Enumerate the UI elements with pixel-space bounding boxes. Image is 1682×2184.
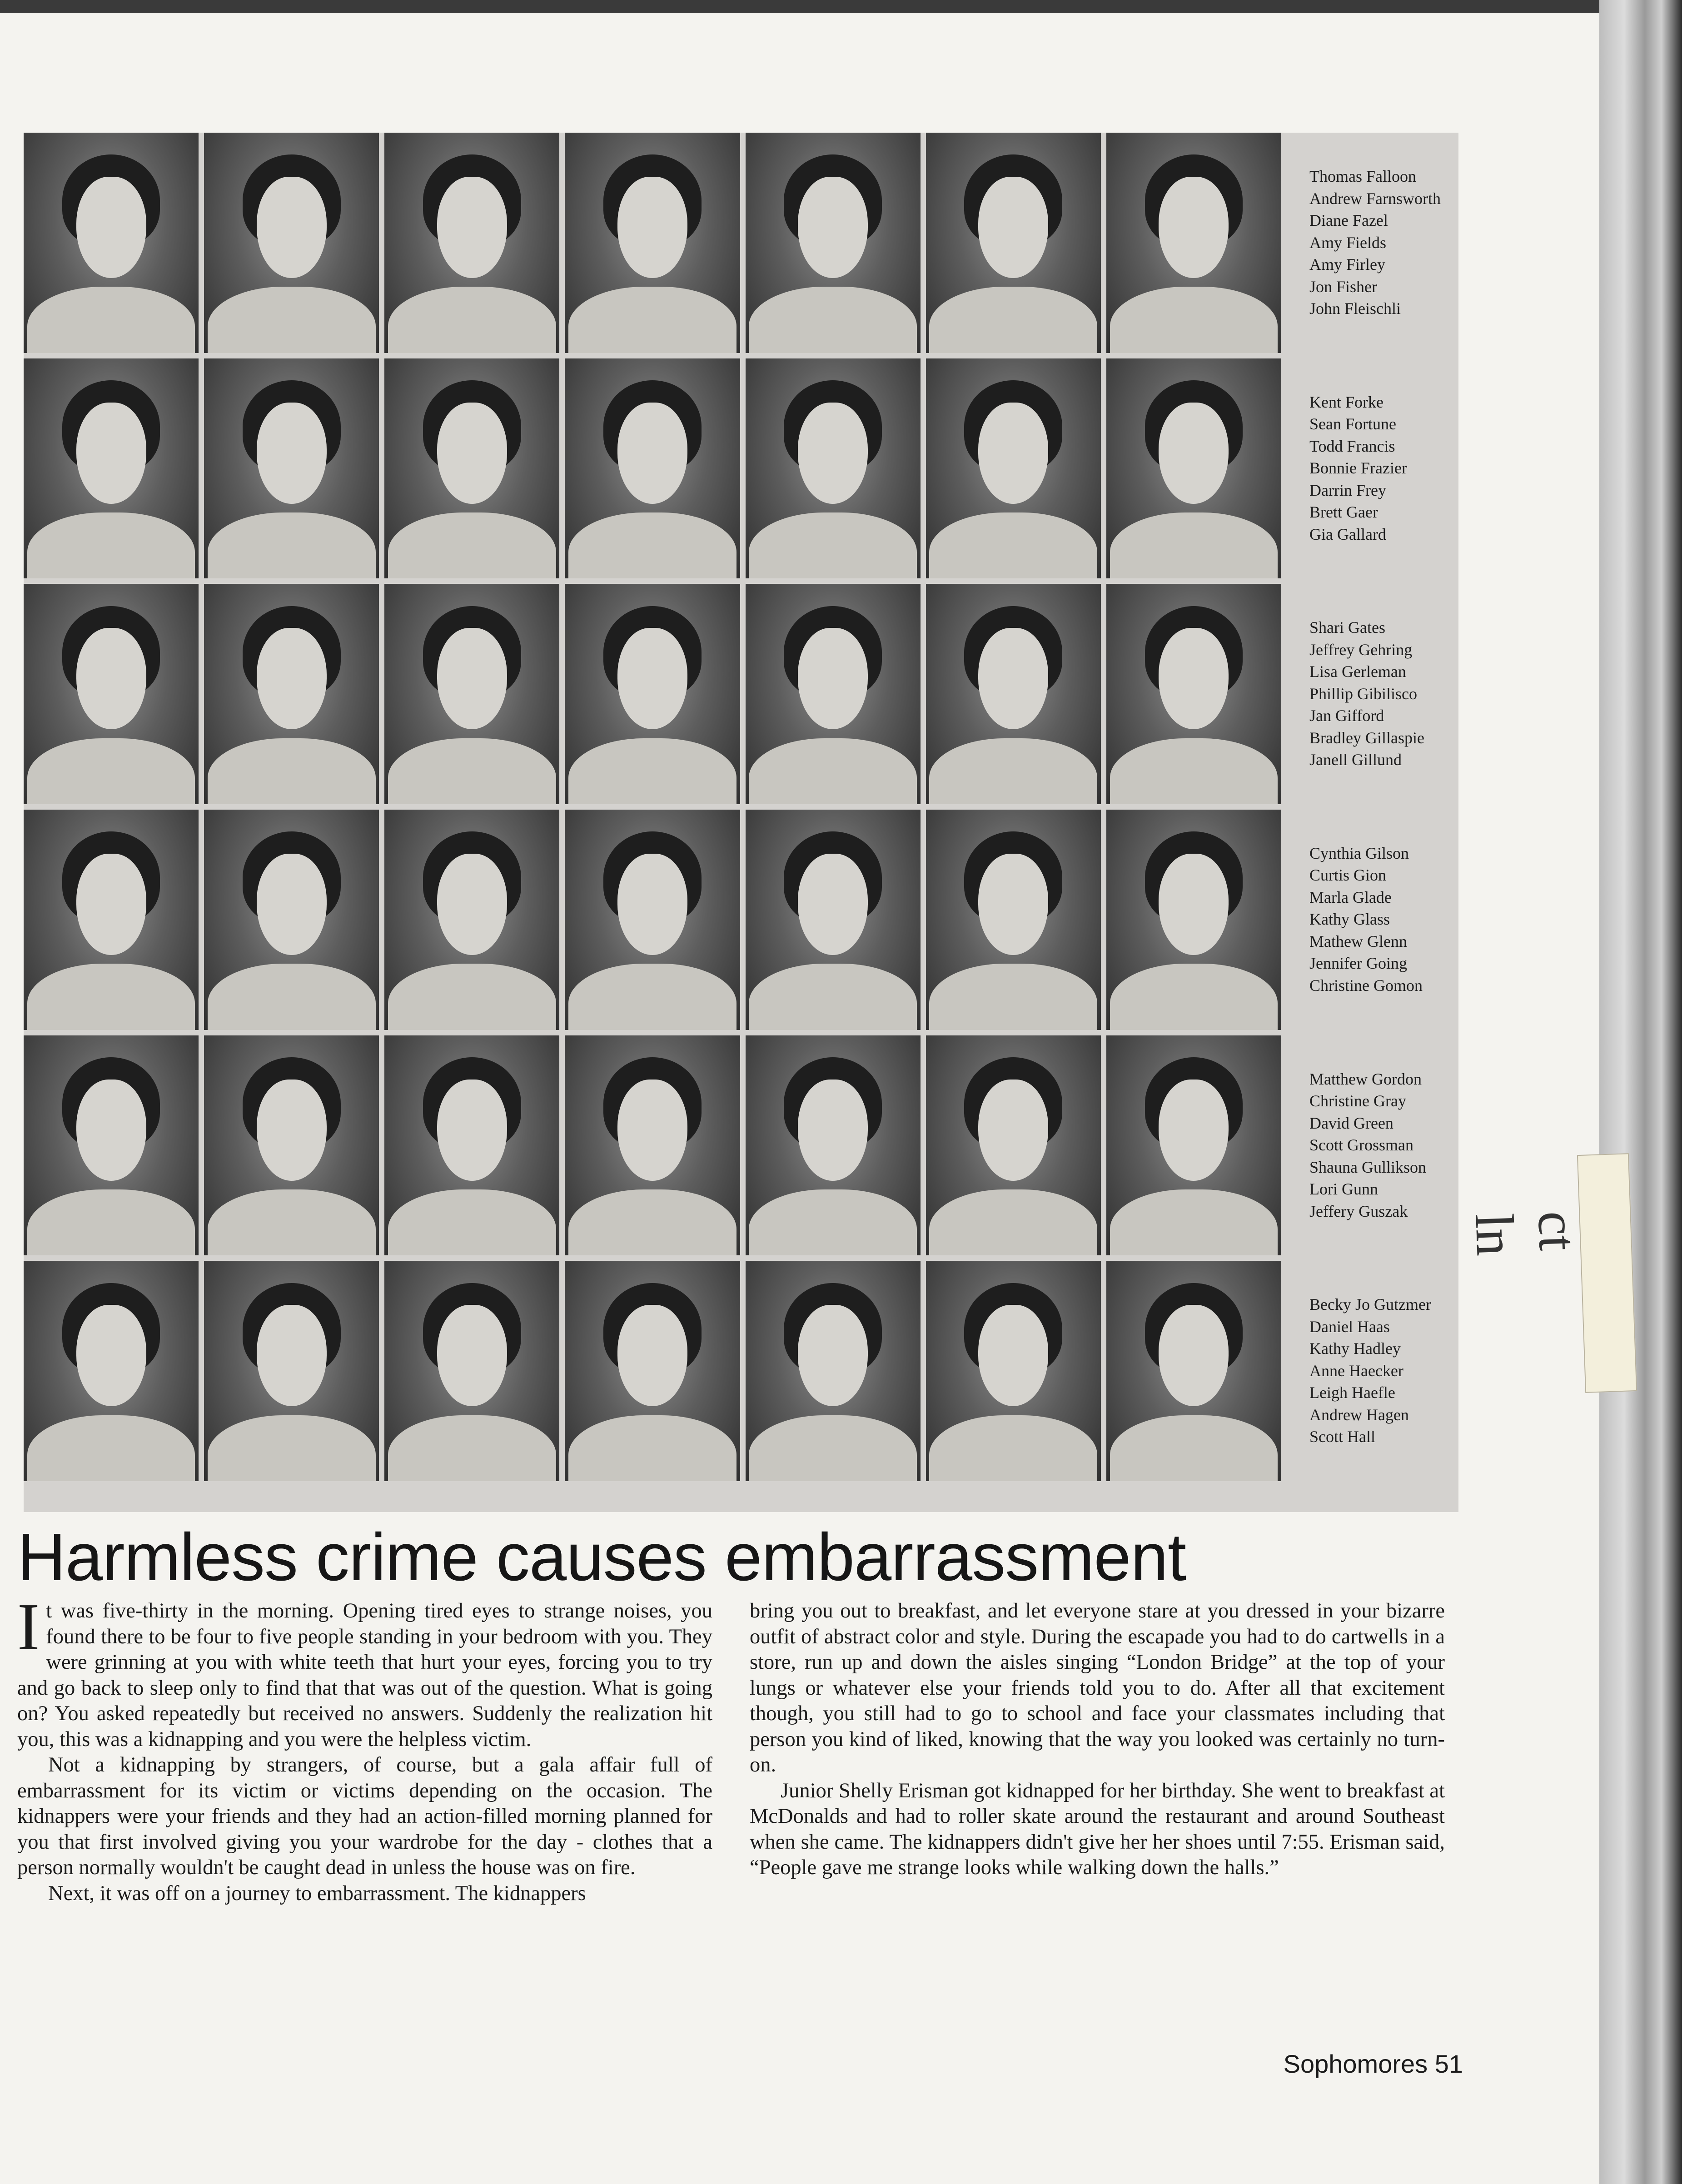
portrait-body xyxy=(388,964,556,1030)
portrait-body xyxy=(208,287,376,353)
portrait-body xyxy=(568,964,736,1030)
sticky-note-text: ct ln xyxy=(1464,1210,1589,1257)
portrait-photo xyxy=(204,358,379,579)
portrait-face xyxy=(257,1305,327,1406)
student-name: Daniel Haas xyxy=(1309,1317,1390,1336)
portrait-photo xyxy=(565,133,740,353)
portrait-face xyxy=(978,1080,1048,1181)
student-name: Todd Francis xyxy=(1309,437,1395,455)
student-name: Phillip Gibilisco xyxy=(1309,684,1418,703)
student-name: Bonnie Frazier xyxy=(1309,459,1407,478)
student-name: Shauna Gullikson xyxy=(1309,1158,1426,1176)
portrait-body xyxy=(388,512,556,578)
portrait-body xyxy=(749,738,917,804)
portrait-face xyxy=(76,854,146,955)
portrait-face xyxy=(798,628,868,729)
portrait-face xyxy=(798,1080,868,1181)
portrait-body xyxy=(568,287,736,353)
portrait-photo xyxy=(1106,1035,1281,1256)
page-folio: Sophomores 51 xyxy=(1283,2050,1463,2078)
portrait-body xyxy=(749,287,917,353)
portrait-body xyxy=(929,738,1097,804)
portrait-face xyxy=(76,403,146,504)
portrait-photo xyxy=(565,358,740,579)
portrait-body xyxy=(208,738,376,804)
name-group xyxy=(1281,1035,1458,1256)
portrait-photo xyxy=(746,584,921,804)
student-name: Becky Jo Gutzmer xyxy=(1309,1295,1431,1314)
sticky-note-tab xyxy=(1464,1153,1637,1393)
portrait-photo xyxy=(24,358,199,579)
portrait-photo xyxy=(746,1261,921,1481)
article-left-column xyxy=(17,1590,712,1906)
portrait-photo xyxy=(204,584,379,804)
binding-edge xyxy=(1599,0,1682,2184)
portrait-body xyxy=(27,1415,195,1481)
portrait-face xyxy=(437,177,507,278)
portrait-photo xyxy=(1106,133,1281,353)
portrait-face xyxy=(76,628,146,729)
portrait-body xyxy=(1110,964,1278,1030)
portrait-face xyxy=(437,1080,507,1181)
portrait-body xyxy=(568,738,736,804)
portrait-photo xyxy=(746,1035,921,1256)
portrait-face xyxy=(617,1305,687,1406)
portrait-body xyxy=(388,1189,556,1255)
portrait-body xyxy=(749,1189,917,1255)
portrait-face xyxy=(257,854,327,955)
portrait-body xyxy=(1110,1415,1278,1481)
drop-cap: I xyxy=(17,1590,40,1664)
portrait-body xyxy=(388,738,556,804)
portrait-photo xyxy=(384,1261,559,1481)
name-group xyxy=(1281,358,1458,579)
article-paragraph xyxy=(17,1590,712,1752)
portrait-face xyxy=(437,628,507,729)
portrait-photo xyxy=(1106,1261,1281,1481)
name-group xyxy=(1281,584,1458,804)
portrait-photo xyxy=(384,133,559,353)
portrait-body xyxy=(749,512,917,578)
portrait-face xyxy=(257,177,327,278)
name-group xyxy=(1281,810,1458,1030)
student-name: Amy Fields xyxy=(1309,233,1387,252)
student-name: Darrin Frey xyxy=(1309,481,1386,499)
portrait-photo xyxy=(565,1035,740,1256)
portrait-face xyxy=(437,1305,507,1406)
portrait-body xyxy=(929,1189,1097,1255)
portrait-photo xyxy=(1106,358,1281,579)
student-name: Marla Glade xyxy=(1309,888,1392,906)
student-name: Amy Firley xyxy=(1309,255,1385,274)
student-name: Jeffrey Gehring xyxy=(1309,640,1413,659)
portrait-body xyxy=(208,964,376,1030)
student-name: Cynthia Gilson xyxy=(1309,844,1409,862)
student-name: Anne Haecker xyxy=(1309,1361,1403,1380)
student-name: David Green xyxy=(1309,1114,1393,1132)
portrait-face xyxy=(617,1080,687,1181)
paragraph-text: t was five-thirty in the morning. Opening tired eyes to strange noises, you found there to be four to five people standing in your bedroom with you. They were grinning at you with white teeth that hurt your eyes, forcing you to try and go back to sleep only to find that that was out of the question. What is going on? You asked repeatedly but received no answers. Suddenly the realization hit you, this was a kidnapping and you were the helpless victim. xyxy=(17,1599,712,1751)
student-name: Matthew Gordon xyxy=(1309,1070,1422,1088)
article-paragraph: Next, it was off on a journey to embarrassment. The kidnappers xyxy=(48,1881,586,1905)
portrait-photo xyxy=(926,133,1101,353)
portrait-body xyxy=(929,512,1097,578)
portrait-photo xyxy=(384,584,559,804)
portrait-body xyxy=(1110,738,1278,804)
portrait-face xyxy=(978,403,1048,504)
portrait-face xyxy=(798,403,868,504)
portrait-photo xyxy=(1106,584,1281,804)
portrait-photo xyxy=(565,810,740,1030)
portrait-face xyxy=(257,403,327,504)
portrait-face xyxy=(437,854,507,955)
portrait-body xyxy=(388,287,556,353)
portrait-face xyxy=(257,1080,327,1181)
portrait-photo xyxy=(24,1261,199,1481)
student-name: Christine Gomon xyxy=(1309,976,1423,995)
portrait-face xyxy=(617,628,687,729)
article-paragraph: Junior Shelly Erisman got kidnapped for her birthday. She went to breakfast at McDonalds and had to roller skate around the restaurant and around Southeast when she came. The kidnappers didn't give her her shoes until 7:55. Erisman said, “People gave me strange looks while walking down the halls.” xyxy=(750,1779,1445,1879)
portrait-body xyxy=(27,964,195,1030)
portrait-face xyxy=(1159,1305,1229,1406)
portrait-body xyxy=(27,512,195,578)
page-top-edge xyxy=(0,0,1599,13)
portrait-face xyxy=(978,177,1048,278)
name-column xyxy=(1281,133,1458,1481)
student-name: Jennifer Going xyxy=(1309,954,1407,973)
student-name: Lori Gunn xyxy=(1309,1180,1378,1199)
article-paragraph: Not a kidnapping by strangers, of course, but a gala affair full of embarrassment for its victim or victims depending on the occasion. The kidnappers were your friends and they had an action-filled morning planned for you that first involved giving you your wardrobe for the day - clothes that a person normally wouldn't be caught dead in unless the house was on fire. xyxy=(17,1753,712,1879)
portrait-face xyxy=(257,628,327,729)
student-name: Mathew Glenn xyxy=(1309,932,1407,950)
student-name: Kent Forke xyxy=(1309,393,1383,411)
portrait-photo xyxy=(565,1261,740,1481)
portrait-face xyxy=(617,403,687,504)
portrait-face xyxy=(617,177,687,278)
portrait-face xyxy=(76,1080,146,1181)
student-name: Sean Fortune xyxy=(1309,415,1396,433)
portrait-face xyxy=(76,1305,146,1406)
student-name: Andrew Hagen xyxy=(1309,1405,1409,1424)
portrait-photo xyxy=(204,810,379,1030)
article-paragraph: bring you out to breakfast, and let everyone stare at you dressed in your bizarre outfit of abstract color and style. During the escapade you had to do cartwells in a store, run up and down the aisles singing “London Bridge” at the top of your lungs or whatever else your friends told you to do. After all that excitement though, you still had to go to school and face your classmates including that person you kind of liked, knowing that the way you looked was certainly no turn-on. xyxy=(750,1599,1445,1776)
student-name: Janell Gillund xyxy=(1309,751,1402,769)
portrait-body xyxy=(388,1415,556,1481)
student-name: Kathy Glass xyxy=(1309,910,1390,929)
student-name: Bradley Gillaspie xyxy=(1309,728,1424,747)
student-name: Lisa Gerleman xyxy=(1309,662,1406,681)
portrait-body xyxy=(27,287,195,353)
portrait-photo xyxy=(384,358,559,579)
portrait-face xyxy=(1159,403,1229,504)
portrait-body xyxy=(1110,1189,1278,1255)
portrait-face xyxy=(76,177,146,278)
article-right-column xyxy=(750,1598,1445,1881)
portrait-photo xyxy=(204,1035,379,1256)
portrait-body xyxy=(1110,512,1278,578)
portrait-photo xyxy=(24,133,199,353)
student-name: Curtis Gion xyxy=(1309,866,1387,885)
portrait-photo xyxy=(926,1261,1101,1481)
portrait-face xyxy=(978,628,1048,729)
student-name: Scott Grossman xyxy=(1309,1136,1413,1154)
portrait-body xyxy=(749,1415,917,1481)
portrait-body xyxy=(929,964,1097,1030)
portrait-photo xyxy=(384,1035,559,1256)
student-name: Christine Gray xyxy=(1309,1092,1406,1110)
student-name: Thomas Falloon xyxy=(1309,167,1416,185)
portrait-body xyxy=(568,1415,736,1481)
student-name: John Fleischli xyxy=(1309,299,1401,318)
portrait-photo xyxy=(384,810,559,1030)
portrait-photo xyxy=(204,133,379,353)
name-group xyxy=(1281,1261,1458,1481)
portrait-photo xyxy=(24,584,199,804)
portrait-face xyxy=(978,1305,1048,1406)
student-name: Jeffery Guszak xyxy=(1309,1202,1408,1220)
portrait-body xyxy=(208,512,376,578)
portrait-face xyxy=(978,854,1048,955)
student-name: Shari Gates xyxy=(1309,618,1385,637)
student-name: Scott Hall xyxy=(1309,1428,1375,1446)
portrait-photo xyxy=(746,810,921,1030)
article-headline: Harmless crime causes embarrassment xyxy=(17,1520,1186,1595)
student-name: Jan Gifford xyxy=(1309,706,1384,725)
portrait-photo xyxy=(1106,810,1281,1030)
portrait-photo xyxy=(926,1035,1101,1256)
portrait-face xyxy=(1159,854,1229,955)
student-name: Jon Fisher xyxy=(1309,277,1378,296)
portrait-body xyxy=(568,512,736,578)
portrait-face xyxy=(617,854,687,955)
portrait-body xyxy=(749,964,917,1030)
student-name: Andrew Farnsworth xyxy=(1309,189,1441,208)
portrait-face xyxy=(798,1305,868,1406)
portrait-face xyxy=(1159,1080,1229,1181)
portrait-body xyxy=(208,1189,376,1255)
portrait-photo xyxy=(746,358,921,579)
name-group xyxy=(1281,133,1458,353)
portrait-body xyxy=(1110,287,1278,353)
portrait-grid xyxy=(24,133,1281,1481)
portrait-photo xyxy=(926,584,1101,804)
portrait-body xyxy=(929,1415,1097,1481)
portrait-face xyxy=(798,854,868,955)
portrait-photo xyxy=(24,810,199,1030)
student-name: Gia Gallard xyxy=(1309,525,1386,543)
portrait-face xyxy=(1159,628,1229,729)
portrait-body xyxy=(929,287,1097,353)
portrait-block xyxy=(24,133,1458,1512)
portrait-photo xyxy=(926,810,1101,1030)
student-name: Diane Fazel xyxy=(1309,211,1388,229)
portrait-photo xyxy=(565,584,740,804)
portrait-photo xyxy=(204,1261,379,1481)
portrait-photo xyxy=(24,1035,199,1256)
portrait-body xyxy=(208,1415,376,1481)
portrait-photo xyxy=(926,358,1101,579)
portrait-body xyxy=(27,738,195,804)
portrait-photo xyxy=(746,133,921,353)
portrait-face xyxy=(437,403,507,504)
portrait-body xyxy=(27,1189,195,1255)
student-name: Leigh Haefle xyxy=(1309,1383,1395,1402)
student-name: Kathy Hadley xyxy=(1309,1339,1401,1358)
portrait-body xyxy=(568,1189,736,1255)
portrait-face xyxy=(798,177,868,278)
portrait-face xyxy=(1159,177,1229,278)
student-name: Brett Gaer xyxy=(1309,503,1378,522)
